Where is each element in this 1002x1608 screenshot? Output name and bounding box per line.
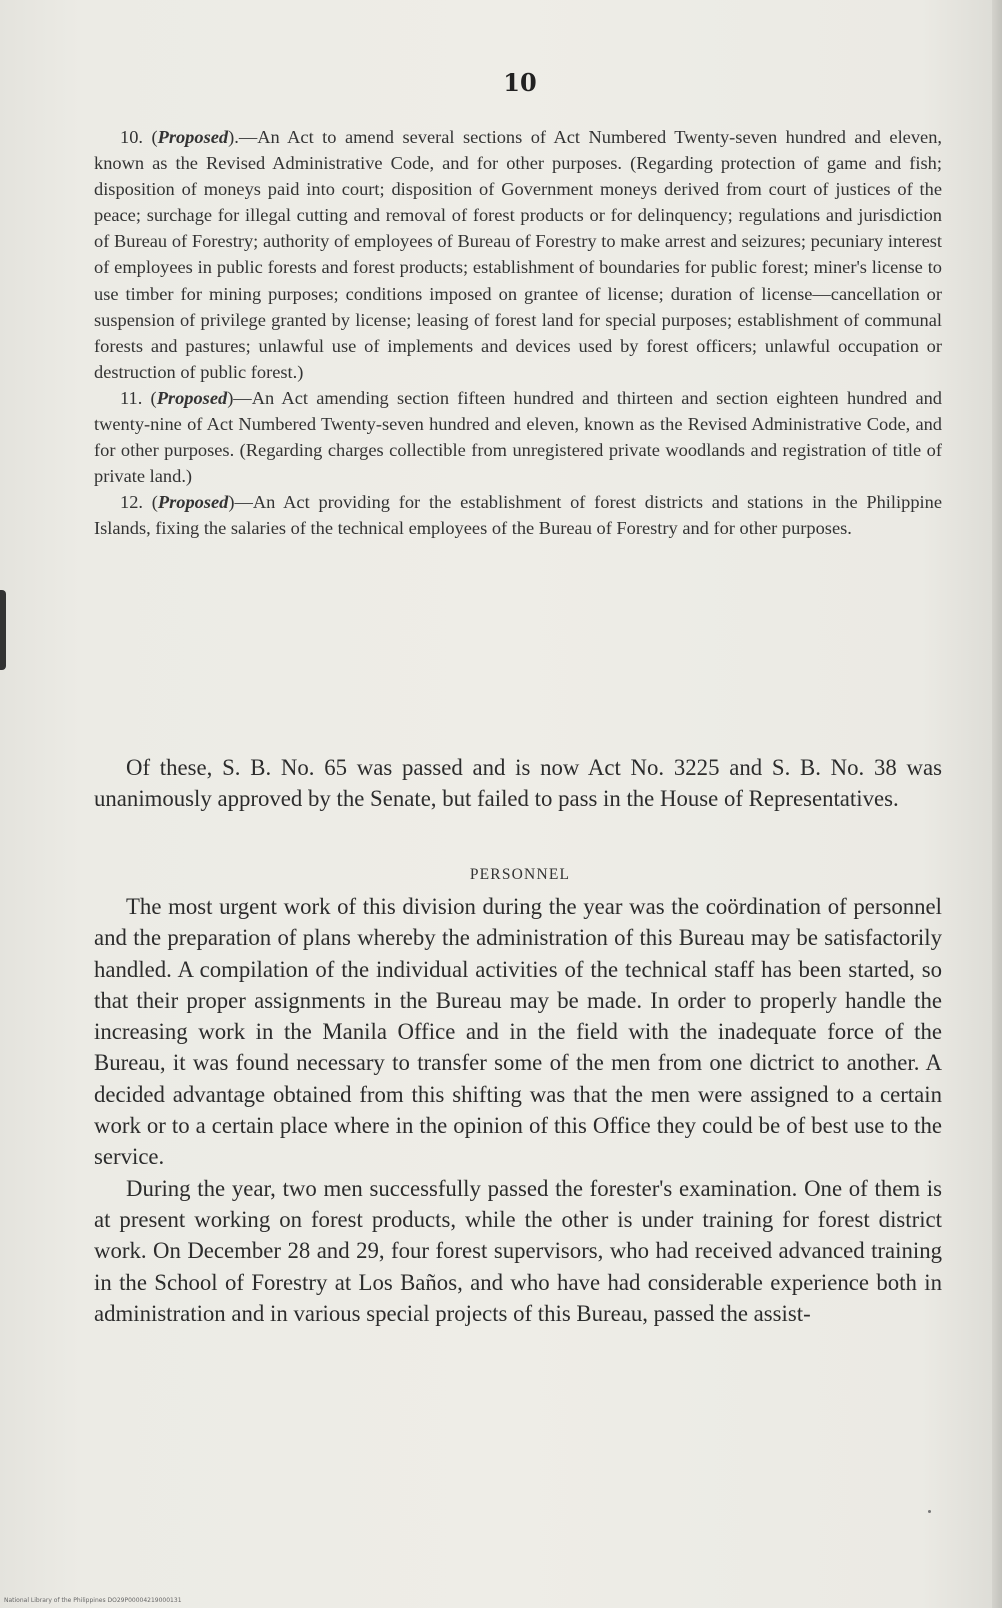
- speck: [928, 1510, 931, 1513]
- body-paragraph: The most urgent work of this division during the year was the coördination of personnel and the preparation of plans whereby the administration of this Bureau may be satisfactorily handled. A compilation of the individual activities of the technical staff has been started, so that their proper assignments in the Bureau may be made. In order to properly handle the increasing work in the Manila Office and in the field with the inadequate force of the Bureau, it was found necessary to transfer some of the men from one dictrict to another. A decided advantage obtained from this shifting was that the men were assigned to a certain work or to a certain place where in the opinion of this Office they could be of best use to the service.: [94, 894, 942, 1170]
- item-tag: Proposed: [157, 127, 229, 147]
- item-text: ).—An Act to amend several sections of Act Numbered Twenty-seven hundred and eleven, known as the Revised Administrative Code, and for other purposes. (Regarding protection of game and fish; disposition of moneys paid into court; disposition of Government moneys derived from court of justices of the peace; surchage for illegal cutting and removal of forest products or for delinquency; regulations and jurisdiction of Bureau of Forestry; authority of employees of Bureau of Forestry to make arrest and seizures; pecuniary interest of employees in public forests and forest products; establishment of boundaries for public forest; miner's license to use timber for mining purposes; conditions imposed on grantee of license; duration of license—cancellation or suspension of privilege granted by license; leasing of forest land for special purposes; establishment of communal forests and pastures; unlawful use of implements and devices used by forest officers; unlawful occupation or destruction of public forest.): [94, 127, 942, 382]
- body-paragraph: During the year, two men successfully passed the forester's examination. One of them is at present working on forest products, while the other is under training for forest district work. On December 28 and 29, four forest supervisors, who had received advanced training in the School of Forestry at Los Baños, and who have had considerable experience both in administration and in various special projects of this Bureau, passed the assist-: [94, 1175, 942, 1326]
- item-text: )—An Act providing for the establishment of forest districts and stations in the Philippine Islands, fixing the salaries of the technical employees of the Bureau of Forestry and for other purposes.: [94, 492, 942, 539]
- item-number: 10. (: [120, 127, 158, 147]
- item-text: )—An Act amending section fifteen hundred and thirteen and section eighteen hundred and twenty-nine of Act Numbered Twenty-seven hundred and eleven, known as the Revised Administrative Code, and for other purposes. (Regarding charges collectible from unregistered private woodlands and registration of title of private land.): [94, 387, 943, 487]
- list-item: [94, 124, 942, 385]
- item-tag: Proposed: [157, 492, 229, 513]
- proposed-acts-list: [94, 124, 942, 542]
- footer-caption: National Library of the Philippines DO29P00004219000131: [4, 1597, 182, 1604]
- item-number: 12. (: [120, 492, 158, 513]
- item-number: 11. (: [120, 387, 157, 408]
- page-edge: [992, 0, 1002, 1608]
- summary-paragraph: Of these, S. B. No. 65 was passed and is now Act No. 3225 and S. B. No. 38 was unanimously approved by the Senate, but failed to pass in the House of Representatives.: [94, 755, 942, 812]
- personnel-section: [94, 891, 942, 1329]
- item-tag: Proposed: [156, 387, 228, 408]
- section-heading: PERSONNEL: [469, 866, 571, 883]
- list-item: [94, 489, 942, 541]
- summary-block: [94, 752, 942, 815]
- page-number: 10: [503, 68, 537, 97]
- list-item: [94, 385, 942, 489]
- binding-mark: [0, 590, 6, 670]
